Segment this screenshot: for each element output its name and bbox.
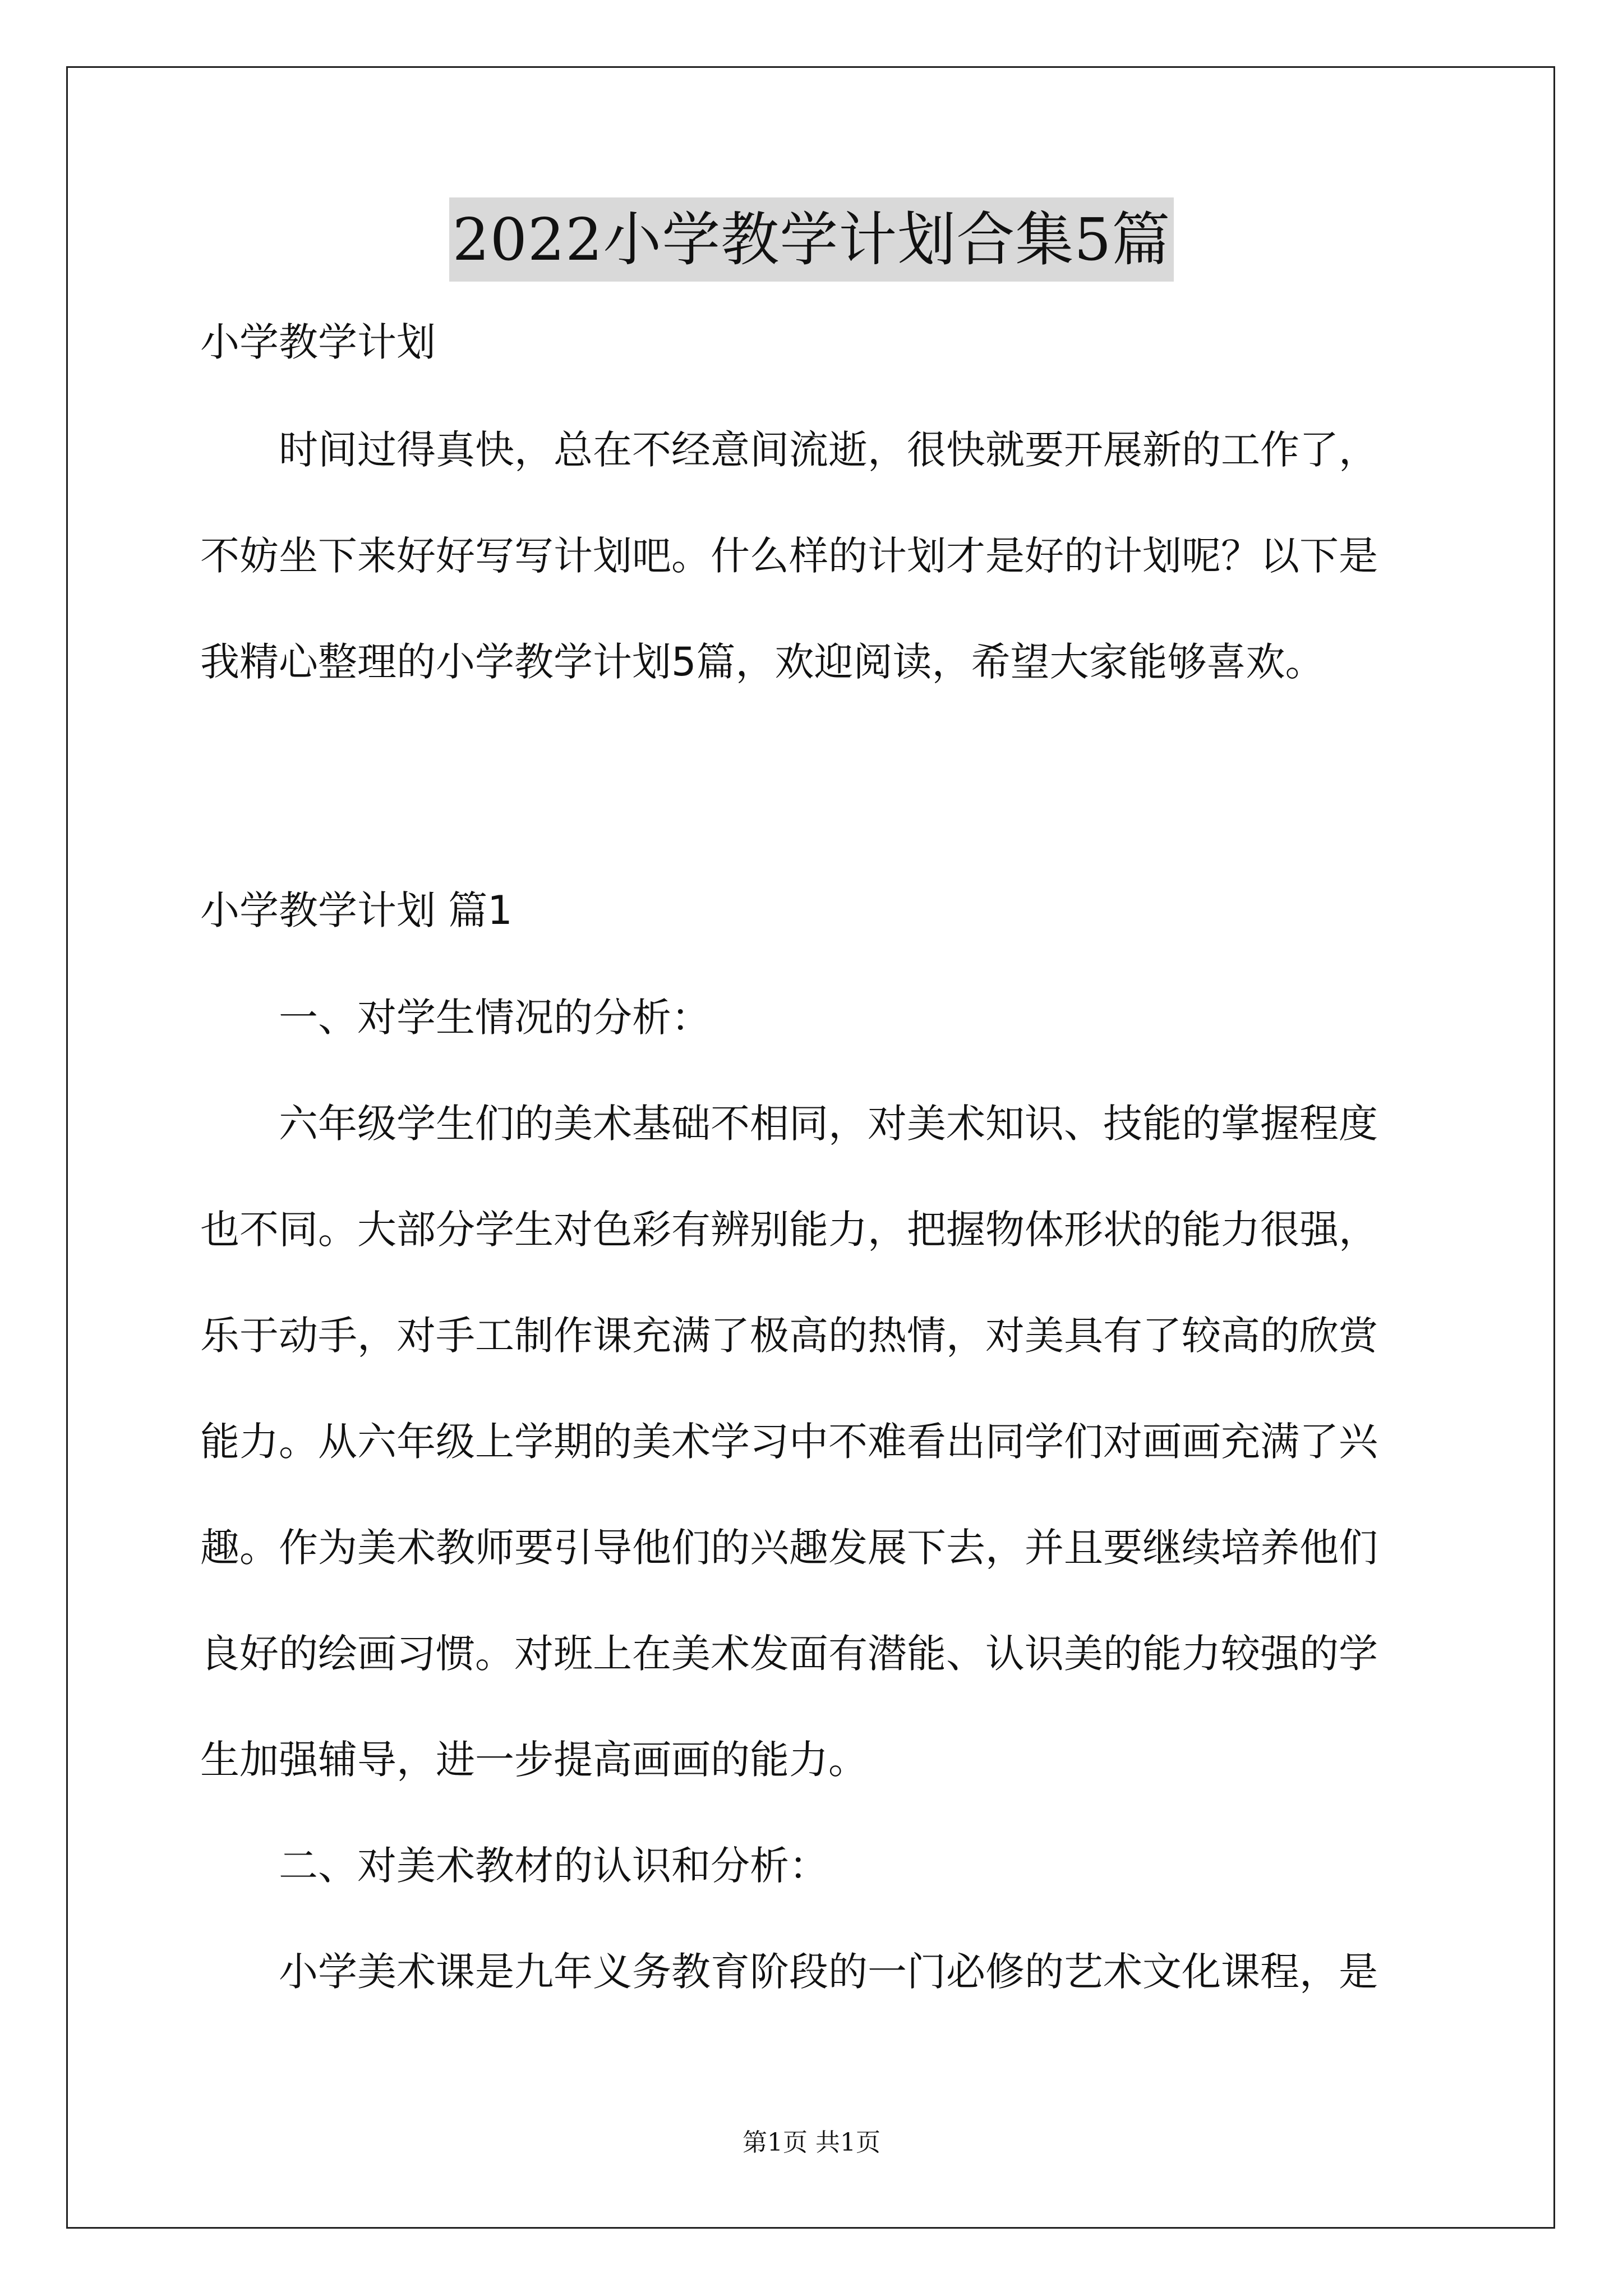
intro-heading: 小学教学计划 <box>200 319 436 365</box>
part1-heading: 一、对学生情况的分析： <box>279 995 711 1041</box>
paragraph-line: 良好的绘画习惯。对班上在美术发面有潜能、认识美的能力较强的学 <box>200 1631 1378 1677</box>
part2-heading: 二、对美术教材的认识和分析： <box>279 1843 828 1889</box>
title-container <box>0 197 1623 282</box>
intro-line: 我精心整理的小学教学计划5篇，欢迎阅读，希望大家能够喜欢。 <box>200 639 1325 685</box>
paragraph-line: 能力。从六年级上学期的美术学习中不难看出同学们对画画充满了兴 <box>200 1419 1378 1465</box>
paragraph-line: 趣。作为美术教师要引导他们的兴趣发展下去，并且要继续培养他们 <box>200 1525 1378 1571</box>
paragraph-line: 生加强辅导，进一步提高画画的能力。 <box>200 1737 868 1783</box>
page-footer: 第1页 共1页 <box>743 2128 880 2157</box>
paragraph-line: 也不同。大部分学生对色彩有辨别能力，把握物体形状的能力很强， <box>200 1207 1378 1253</box>
intro-line: 时间过得真快，总在不经意间流逝，很快就要开展新的工作了， <box>279 427 1378 473</box>
document-title: 2022小学教学计划合集5篇 <box>449 197 1174 282</box>
paragraph-line: 乐于动手，对手工制作课充满了极高的热情，对美具有了较高的欣赏 <box>200 1313 1378 1359</box>
intro-line: 不妨坐下来好好写写计划吧。什么样的计划才是好的计划呢？以下是 <box>200 533 1378 579</box>
section-heading: 小学教学计划 篇1 <box>200 887 513 933</box>
paragraph-line: 小学美术课是九年义务教育阶段的一门必修的艺术文化课程，是 <box>279 1949 1378 1995</box>
paragraph-line: 六年级学生们的美术基础不相同，对美术知识、技能的掌握程度 <box>279 1101 1378 1147</box>
